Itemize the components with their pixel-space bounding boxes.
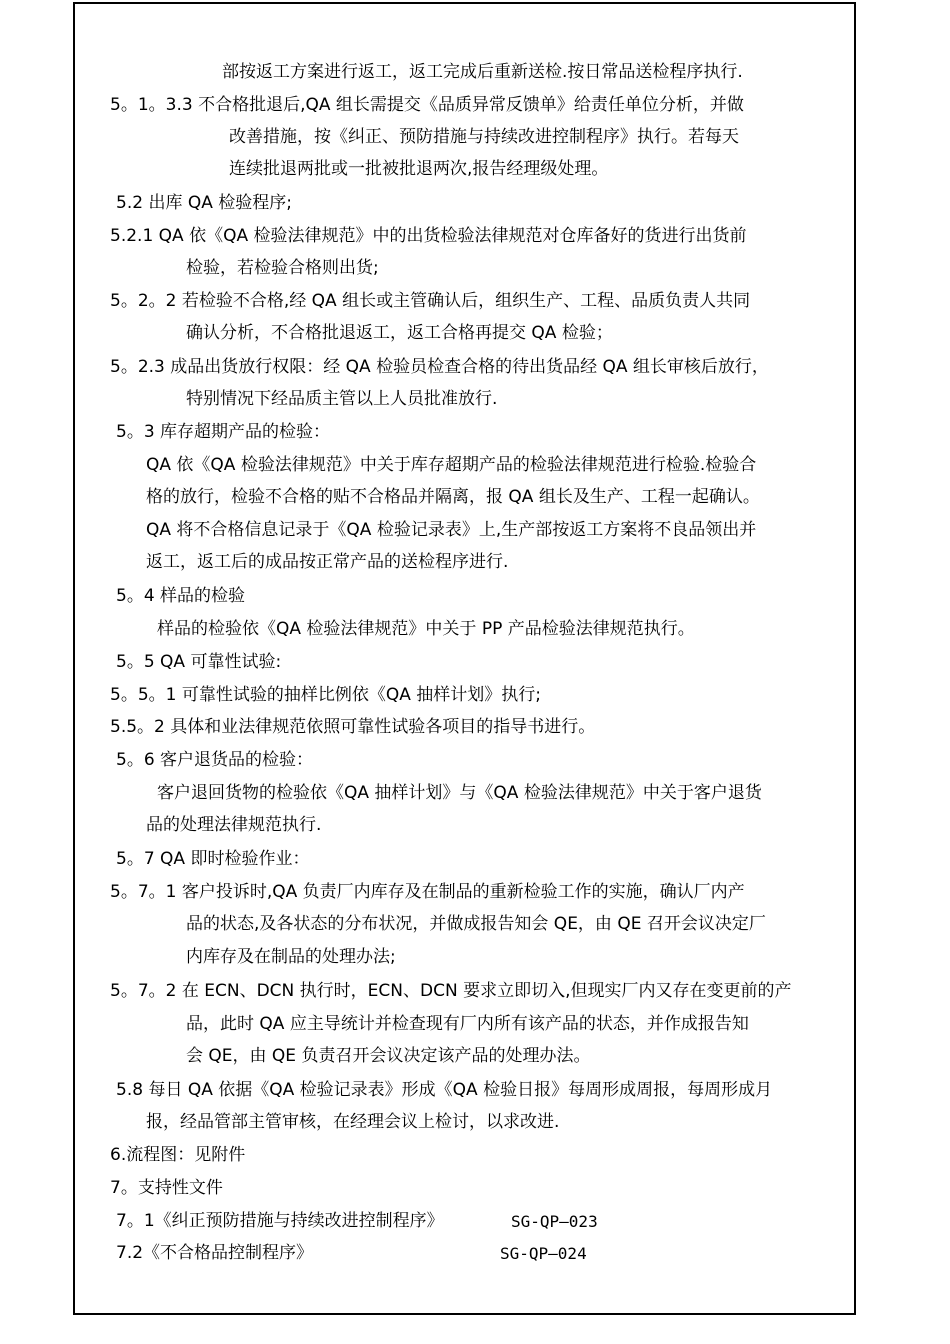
text-line: 改善措施，按《纠正、预防措施与持续改进控制程序》执行。若每天 — [229, 127, 739, 147]
section-heading: 5。6 客户退货品的检验： — [116, 750, 314, 770]
section-heading: 5。5 QA 可靠性试验: — [116, 652, 282, 672]
text-line: 5.2.1 QA 依《QA 检验法律规范》中的出货检验法律规范对仓库备好的货进行出货前 — [110, 226, 747, 246]
text-line: 品的状态,及各状态的分布状况，并做成报告知会 QE，由 QE 召开会议决定厂 — [186, 914, 766, 934]
section-heading: 5。3 库存超期产品的检验： — [116, 422, 331, 442]
text-line: 品的处理法律规范执行. — [146, 815, 322, 835]
text-line: 客户退回货物的检验依《QA 抽样计划》与《QA 检验法律规范》中关于客户退货 — [157, 783, 762, 803]
text-line: 特别情况下经品质主管以上人员批准放行. — [186, 389, 498, 409]
text-line: 5。5。1 可靠性试验的抽样比例依《QA 抽样计划》执行; — [110, 685, 541, 705]
section-heading: 6.流程图：见附件 — [110, 1145, 246, 1165]
text-line: 检验，若检验合格则出货; — [186, 258, 379, 278]
text-line: 返工，返工后的成品按正常产品的送检程序进行. — [146, 552, 509, 572]
text-line: 5。1。3.3 不合格批退后,QA 组长需提交《品质异常反馈单》给责任单位分析，并做 — [110, 95, 744, 115]
reference-code: SG-QP—023 — [511, 1212, 598, 1231]
section-heading: 5。7 QA 即时检验作业： — [116, 849, 310, 869]
reference-title: 7。1《纠正预防措施与持续改进控制程序》 — [116, 1211, 444, 1231]
text-line: 连续批退两批或一批被批退两次,报告经理级处理。 — [229, 159, 609, 179]
section-heading: 5。4 样品的检验 — [116, 586, 246, 606]
text-line: 确认分析，不合格批退返工，返工合格再提交 QA 检验； — [186, 323, 613, 343]
text-line: 部按返工方案进行返工，返工完成后重新送检.按日常品送检程序执行. — [222, 62, 743, 82]
text-line: 5。2.3 成品出货放行权限：经 QA 检验员检查合格的待出货品经 QA 组长审核后放行， — [110, 357, 769, 377]
text-line: 格的放行，检验不合格的贴不合格品并隔离，报 QA 组长及生产、工程一起确认。 — [146, 487, 760, 507]
section-heading: 7。支持性文件 — [110, 1178, 223, 1198]
text-line: 5.8 每日 QA 依据《QA 检验记录表》形成《QA 检验日报》每周形成周报，每周形成月 — [116, 1080, 773, 1100]
text-line: QA 依《QA 检验法律规范》中关于库存超期产品的检验法律规范进行检验.检验合 — [146, 455, 757, 475]
text-line: QA 将不合格信息记录于《QA 检验记录表》上,生产部按返工方案将不良品领出并 — [146, 520, 757, 540]
text-line: 报，经品管部主管审核，在经理会议上检讨，以求改进. — [146, 1112, 560, 1132]
section-heading: 5.2 出库 QA 检验程序; — [116, 193, 292, 213]
text-line: 会 QE，由 QE 负责召开会议决定该产品的处理办法。 — [186, 1046, 591, 1066]
text-line: 5.5。2 具体和业法律规范依照可靠性试验各项目的指导书进行。 — [110, 717, 596, 737]
text-line: 品，此时 QA 应主导统计并检查现有厂内所有该产品的状态，并作成报告知 — [186, 1014, 749, 1034]
text-line: 5。7。2 在 ECN、DCN 执行时，ECN、DCN 要求立即切入,但现实厂内又存在变更前的产 — [110, 981, 792, 1001]
text-line: 样品的检验依《QA 检验法律规范》中关于 PP 产品检验法律规范执行。 — [157, 619, 695, 639]
reference-code: SG-QP—024 — [500, 1244, 587, 1263]
reference-title: 7.2《不合格品控制程序》 — [116, 1243, 314, 1263]
text-line: 5。2。2 若检验不合格,经 QA 组长或主管确认后，组织生产、工程、品质负责人共同 — [110, 291, 751, 311]
text-line: 内库存及在制品的处理办法; — [186, 947, 396, 967]
text-line: 5。7。1 客户投诉时,QA 负责厂内库存及在制品的重新检验工作的实施，确认厂内产 — [110, 882, 745, 902]
